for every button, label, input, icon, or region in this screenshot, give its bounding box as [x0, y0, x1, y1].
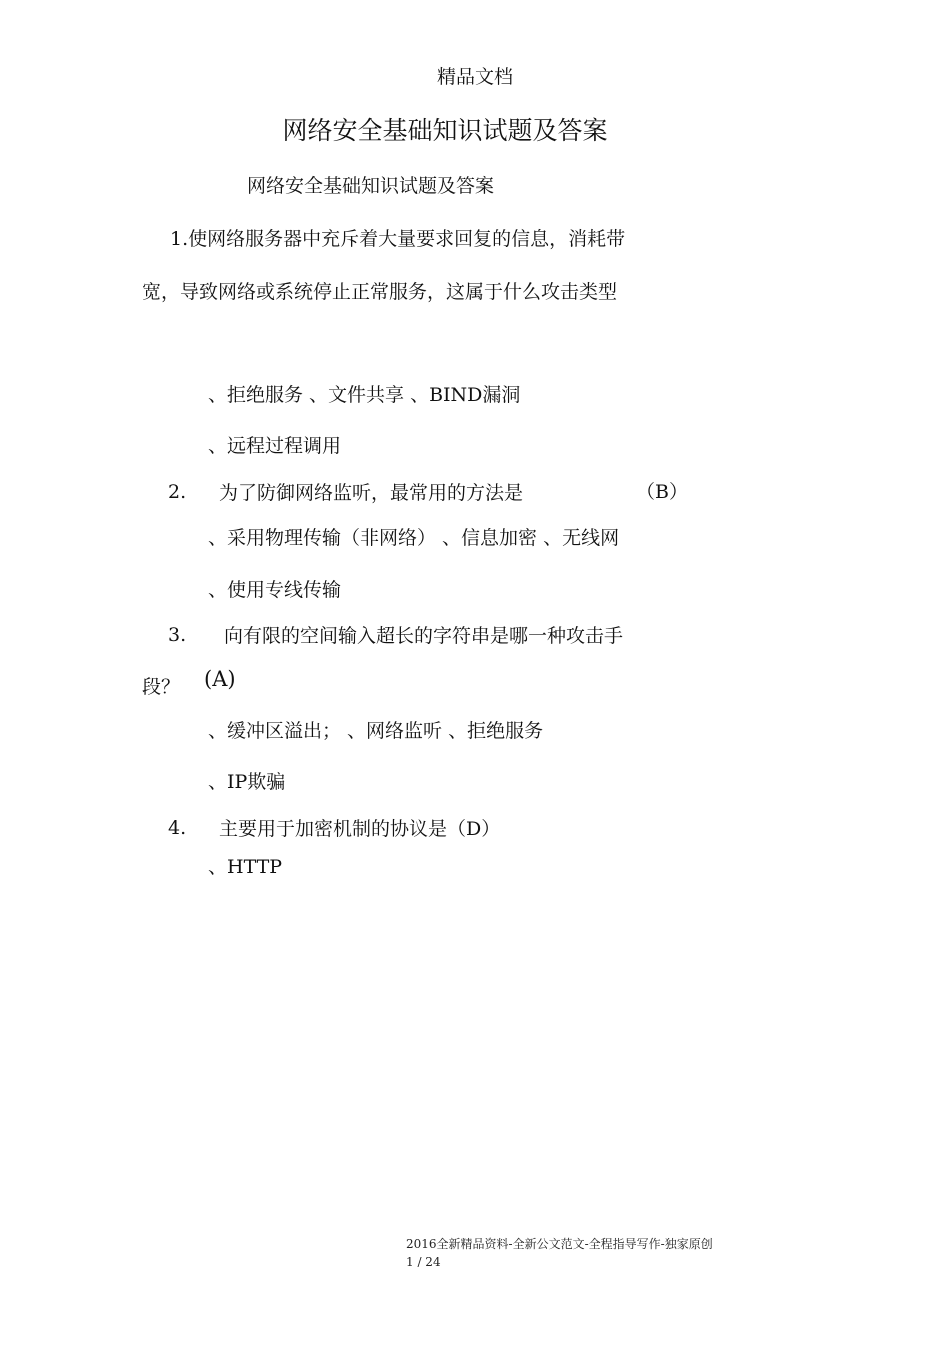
footer-tagline: 2016全新精品资料-全新公文范文-全程指导写作-独家原创: [406, 1237, 713, 1251]
header-label: 精品文档: [436, 66, 513, 88]
question-4-text: 主要用于加密机制的协议是（D）: [219, 818, 501, 840]
question-2-number: 2.: [168, 481, 187, 503]
footer-page-indicator: 1 / 24: [406, 1255, 441, 1269]
document-subtitle: 网络安全基础知识试题及答案: [247, 175, 495, 197]
question-3-line-1: 向有限的空间输入超长的字符串是哪一种攻击手: [224, 625, 624, 647]
question-1-options-row-1: 、拒绝服务 、文件共享 、BIND漏洞: [208, 384, 521, 406]
question-2-options-row-1: 、采用物理传输（非网络） 、信息加密 、无线网: [208, 527, 620, 549]
question-1-line-2: 宽，导致网络或系统停止正常服务，这属于什么攻击类型: [142, 281, 618, 303]
question-4-options-row-1: 、HTTP: [208, 856, 283, 878]
question-1-options-row-2: 、远程过程调用: [208, 435, 342, 457]
document-title: 网络安全基础知识试题及答案: [282, 116, 608, 145]
question-2-answer: （B）: [636, 481, 688, 503]
question-3-number: 3.: [168, 624, 187, 646]
question-2-options-row-2: 、使用专线传输: [208, 579, 342, 601]
question-3-line-2: 段？: [142, 676, 181, 698]
question-4-number: 4.: [168, 817, 187, 839]
question-3-answer: (A): [204, 667, 236, 691]
question-3-options-row-1: 、缓冲区溢出； 、网络监听 、拒绝服务: [208, 720, 544, 742]
question-3-options-row-2: 、IP欺骗: [208, 771, 286, 793]
question-2-text: 为了防御网络监听，最常用的方法是: [219, 482, 524, 504]
question-1-line-1: 1.使网络服务器中充斥着大量要求回复的信息，消耗带: [170, 228, 626, 250]
